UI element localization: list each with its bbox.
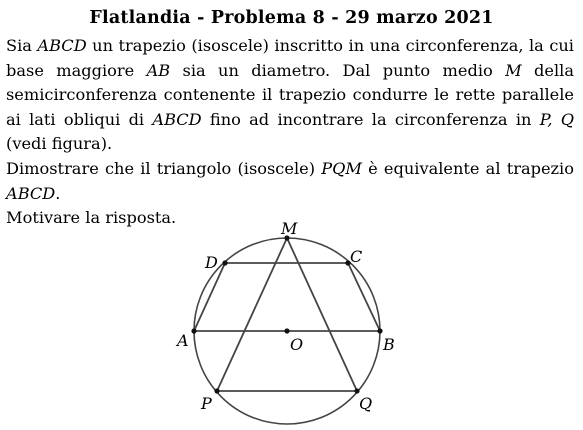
- segment-BC: [348, 263, 380, 331]
- statement-paragraph-1: Sia ABCD un trapezio (isoscele) inscritto in una circonferenza, la cui base maggiore AB sia un diametro. Dal punto medio M della semicirconferenza contenente il trapezio condurre le rette parallele ai lati obliqui di ABCD fino ad incontrare la circonferenza in P, Q (vedi figura).: [6, 36, 575, 154]
- segment-MP: [217, 238, 287, 391]
- math-symbol: ABCD: [152, 109, 202, 129]
- label-Q: Q: [359, 394, 373, 413]
- math-symbol: PQM: [321, 158, 362, 178]
- label-P: P: [201, 394, 212, 413]
- point-D: [222, 260, 227, 265]
- label-B: B: [383, 335, 395, 354]
- math-symbol: ABCD: [6, 183, 56, 203]
- math-symbol: P, Q: [539, 109, 575, 129]
- point-Q: [354, 388, 359, 393]
- label-A: A: [177, 331, 189, 350]
- point-O: [284, 328, 289, 333]
- label-O: O: [290, 335, 304, 354]
- label-D: D: [205, 253, 218, 272]
- label-M: M: [281, 219, 298, 238]
- math-symbol: ABCD: [37, 36, 87, 55]
- label-C: C: [350, 247, 363, 266]
- math-symbol: AB: [146, 60, 171, 80]
- math-symbol: M: [505, 60, 522, 80]
- statement-paragraph-3: Motivare la risposta.: [6, 208, 177, 228]
- point-A: [191, 328, 196, 333]
- point-P: [214, 388, 219, 393]
- problem-title: Flatlandia - Problema 8 - 29 marzo 2021: [89, 8, 494, 28]
- statement-paragraph-2: Dimostrare che il triangolo (isoscele) PQM è equivalente al trapezio ABCD.: [6, 158, 574, 203]
- segment-AD: [194, 263, 225, 331]
- point-B: [377, 328, 382, 333]
